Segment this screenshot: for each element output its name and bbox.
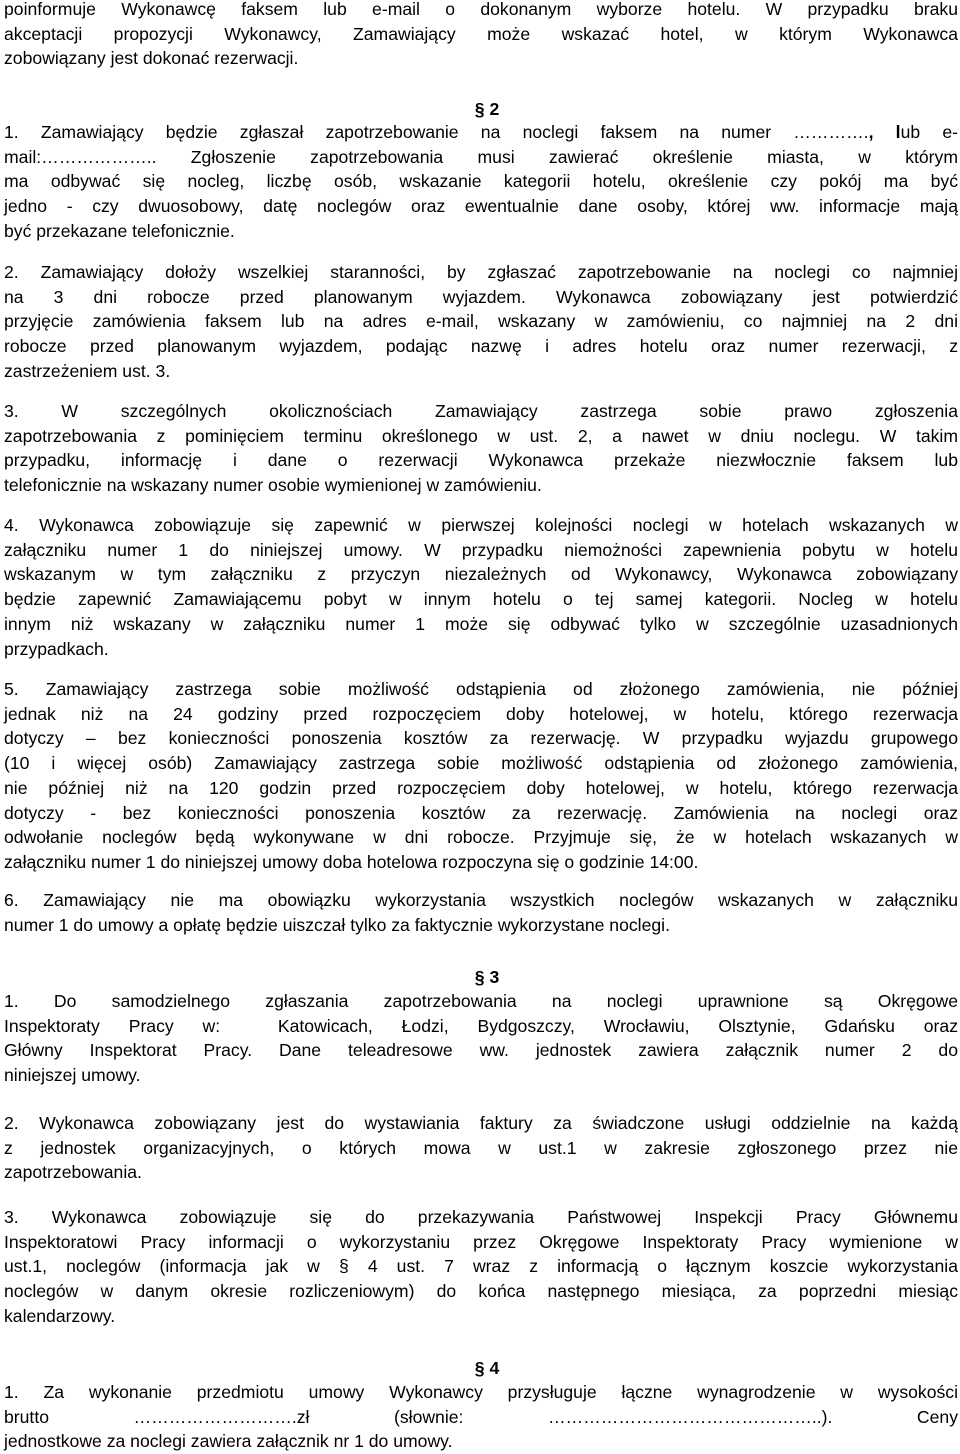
text-line: kalendarzowy.: [4, 1305, 116, 1326]
intro-paragraph: [4, 0, 958, 71]
text-line: dotyczy - bez konieczności ponoszenia kosztów za rezerwację. Zamówienia na noclegi oraz: [4, 802, 958, 823]
paragraph-3-1: [4, 989, 958, 1088]
text-line: Inspektoratowi Pracy informacji o wykorzystaniu przez Okręgowe Inspektoraty Pracy wymienione w: [4, 1231, 958, 1252]
text-line: zobowiązany jest dokonać rezerwacji.: [4, 48, 299, 69]
text-line: mail:……………….. Zgłoszenie zapotrzebowania musi zawierać określenie miasta, w którym: [4, 146, 958, 167]
text-line: jednak niż na 24 godziny przed rozpoczęciem doby hotelowej, w hotelu, którego rezerwacja: [4, 703, 958, 724]
text-line: z jednostek organizacyjnych, o których mowa w ust.1 w zakresie zgłoszonego przez nie: [4, 1137, 958, 1158]
text-line: zapotrzebowania z pominięciem terminu określonego w ust. 2, a nawet w dniu noclegu. W takim: [4, 425, 958, 446]
paragraph-2-4: [4, 513, 958, 661]
section-heading-3: § 3: [474, 967, 500, 987]
section-heading-2: § 2: [474, 99, 500, 119]
text-line: 4. Wykonawca zobowiązuje się zapewnić w pierwszej kolejności noclegi w hotelach wskazanych w: [4, 515, 958, 535]
text-line: Inspektoraty Pracy w: Katowicach, Łodzi, Bydgoszczy, Wrocławiu, Olsztynie, Gdańsku oraz: [4, 1015, 958, 1036]
text-line: ust.1, noclegów (informacja jak w § 4 ust. 7 wraz z informacją o łącznym koszcie wykorzystania: [4, 1256, 958, 1277]
text-line: 1. Za wykonanie przedmiotu umowy Wykonawcy przysługuje łączne wynagrodzenie w wysokości: [4, 1382, 958, 1402]
text-line: jednostkowe za noclegi zawiera załącznik nr 1 do umowy.: [4, 1431, 453, 1452]
text-line: 2. Wykonawca zobowiązany jest do wystawiania faktury za świadczone usługi oddzielnie na każdą: [4, 1113, 958, 1133]
text-line: przypadku, informację i dane o rezerwacji Wykonawca przekaże niezwłocznie faksem lub: [4, 450, 958, 471]
text-line: załączniku numer 1 do niniejszej umowy doba hotelowa rozpoczyna się o godzinie 14:00.: [4, 851, 699, 872]
text-line: robocze przed planowanym wyjazdem, podając nazwę i adres hotelu oraz numer rezerwacji, z: [4, 336, 958, 357]
text-line: 1. Do samodzielnego zgłaszania zapotrzebowania na noclegi uprawnione są Okręgowe: [4, 991, 958, 1011]
text-line: zastrzeżeniem ust. 3.: [4, 360, 171, 381]
text-line: niniejszej umowy.: [4, 1065, 141, 1086]
text-line: brutto ……………………….zł (słownie: ………………………………………..). Ceny: [4, 1406, 958, 1427]
text-line: poinformuje Wykonawcę faksem lub e-mail o dokonanym wyborze hotelu. W przypadku braku: [4, 0, 958, 19]
text-line: załączniku numer 1 do niniejszej umowy. W przypadku niemożności zapewnienia pobytu w hotelu: [4, 539, 958, 560]
paragraph-2-2: [4, 260, 958, 384]
text-line: akceptacji propozycji Wykonawcy, Zamawiający może wskazać hotel, w którym Wykonawca: [4, 23, 958, 44]
text-line: wskazanym w tym załączniku z przyczyn niezależnych od Wykonawcy, Wykonawca zobowiązany: [4, 564, 958, 585]
paragraph-3-2: [4, 1111, 958, 1185]
text-line: 1. Zamawiający będzie zgłaszał zapotrzebowanie na noclegi faksem na numer …………., lub e-: [4, 122, 958, 142]
text-line: będzie zapewnić Zamawiającemu pobyt w innym hotelu o tej samej kategorii. Nocleg w hotelu: [4, 589, 958, 610]
text-line: numer 1 do umowy a opłatę będzie uiszczał tylko za faktycznie wykorzystane noclegi.: [4, 914, 670, 935]
text-line: 5. Zamawiający zastrzega sobie możliwość odstąpienia od złożonego zamówienia, nie później: [4, 679, 958, 699]
text-line: być przekazane telefonicznie.: [4, 220, 235, 241]
paragraph-4-1: [4, 1380, 958, 1454]
paragraph-2-3: [4, 399, 958, 498]
paragraph-3-3: [4, 1205, 958, 1329]
paragraph-2-1: [4, 120, 958, 244]
text-line: jedno - czy dwuosobowy, datę noclegów oraz ewentualnie dane osoby, której ww. informacje mają: [4, 196, 958, 217]
text-line: 3. W szczególnych okolicznościach Zamawiający zastrzega sobie prawo zgłoszenia: [4, 401, 958, 421]
text-line: na 3 dni robocze przed planowanym wyjazdem. Wykonawca zobowiązany jest potwierdzić: [4, 286, 958, 307]
paragraph-2-5: [4, 677, 958, 875]
text-line: noclegów w danym okresie rozliczeniowym) do końca następnego miesiąca, za poprzedni miesiąc: [4, 1281, 958, 1302]
text-line: odwołanie noclegów będą wykonywane w dni robocze. Przyjmuje się, że w hotelach wskazanych w: [4, 827, 958, 848]
text-line: ma odbywać się nocleg, liczbę osób, wskazanie kategorii hotelu, określenie czy pokój ma być: [4, 171, 958, 192]
text-line: zapotrzebowania.: [4, 1162, 142, 1183]
paragraph-2-6: [4, 888, 958, 937]
text-line: innym niż wskazany w załączniku numer 1 może się odbywać tylko w szczególnie uzasadnionych: [4, 613, 958, 634]
text-line: przypadkach.: [4, 638, 109, 659]
text-line: Główny Inspektorat Pracy. Dane teleadresowe ww. jednostek zawiera załącznik numer 2 do: [4, 1040, 958, 1061]
text-line: 6. Zamawiający nie ma obowiązku wykorzystania wszystkich noclegów wskazanych w załączniku: [4, 890, 958, 910]
section-heading-4: § 4: [474, 1358, 500, 1378]
text-line: przyjęcie zamówienia faksem lub na adres e-mail, wskazany w zamówieniu, co najmniej na 2 dni: [4, 311, 958, 332]
text-line: telefonicznie na wskazany numer osobie wymienionej w zamówieniu.: [4, 475, 542, 496]
text-line: nie później niż na 120 godzin przed rozpoczęciem doby hotelowej, w hotelu, którego rezerwacja: [4, 777, 958, 798]
text-line: (10 i więcej osób) Zamawiający zastrzega sobie możliwość odstąpienia od złożonego zamówienia,: [4, 753, 958, 774]
text-line: 2. Zamawiający dołoży wszelkiej staranności, by zgłaszać zapotrzebowanie na noclegi co najmniej: [4, 262, 958, 282]
text-line: 3. Wykonawca zobowiązuje się do przekazywania Państwowej Inspekcji Pracy Głównemu: [4, 1207, 958, 1227]
text-line: dotyczy – bez konieczności ponoszenia kosztów za rezerwację. W przypadku wyjazdu grupowego: [4, 728, 958, 749]
